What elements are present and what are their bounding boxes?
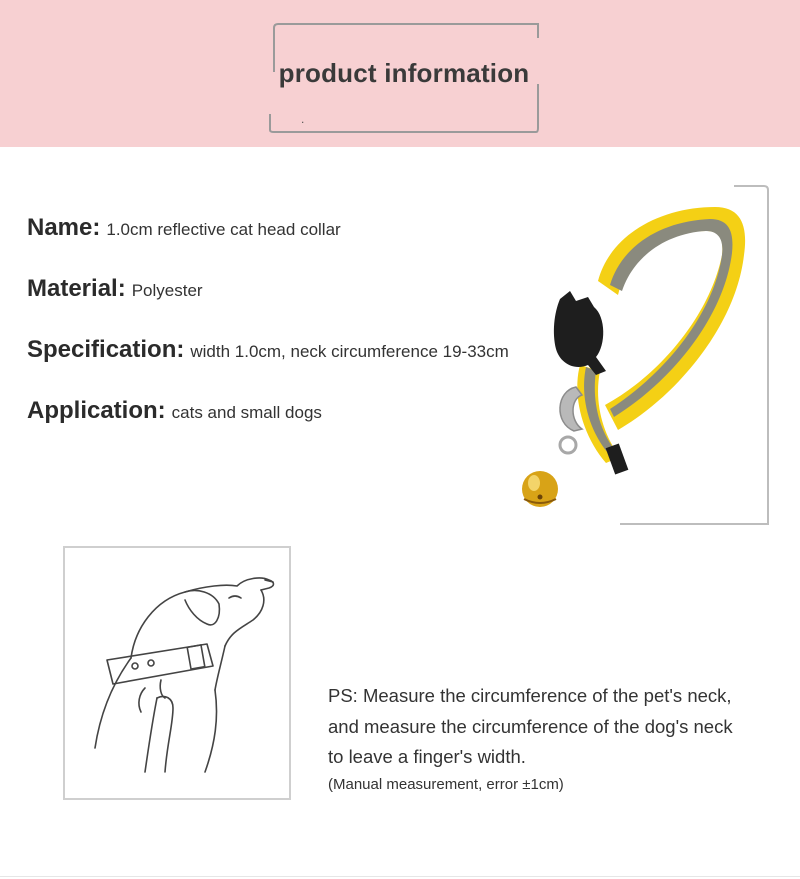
header-banner: [0, 0, 800, 147]
measurement-note: [328, 681, 788, 797]
spec-material: [27, 275, 203, 303]
spec-name: [27, 214, 341, 242]
spec-specification-value: width 1.0cm, neck circumference 19-33cm: [190, 342, 509, 361]
spec-specification: [27, 336, 509, 364]
dog-neck-measurement-icon: [65, 548, 289, 798]
ps-line-2: and measure the circumference of the dog's neck: [328, 715, 733, 737]
spec-material-value: Polyester: [131, 281, 203, 300]
spec-specification-key: Specification:: [27, 336, 185, 363]
collar-with-bell-icon: [510, 195, 770, 525]
ps-line-3: to leave a finger's width.: [328, 746, 526, 767]
title-dot: .: [301, 112, 305, 126]
dog-measurement-illustration: [63, 546, 291, 800]
spec-application-key: Application:: [27, 397, 166, 424]
ps-line-1: PS: Measure the circumference of the pet's neck,: [328, 685, 732, 706]
spec-application: [27, 397, 322, 425]
bottom-divider: [0, 876, 800, 877]
spec-application-value: cats and small dogs: [171, 403, 322, 422]
ps-note: (Manual measurement, error ±1cm): [328, 775, 564, 793]
spec-name-key: Name:: [27, 214, 101, 241]
page-title: product information: [278, 58, 530, 88]
spec-material-key: Material:: [27, 275, 126, 302]
spec-name-value: 1.0cm reflective cat head collar: [106, 220, 341, 239]
title-frame: [268, 22, 540, 134]
